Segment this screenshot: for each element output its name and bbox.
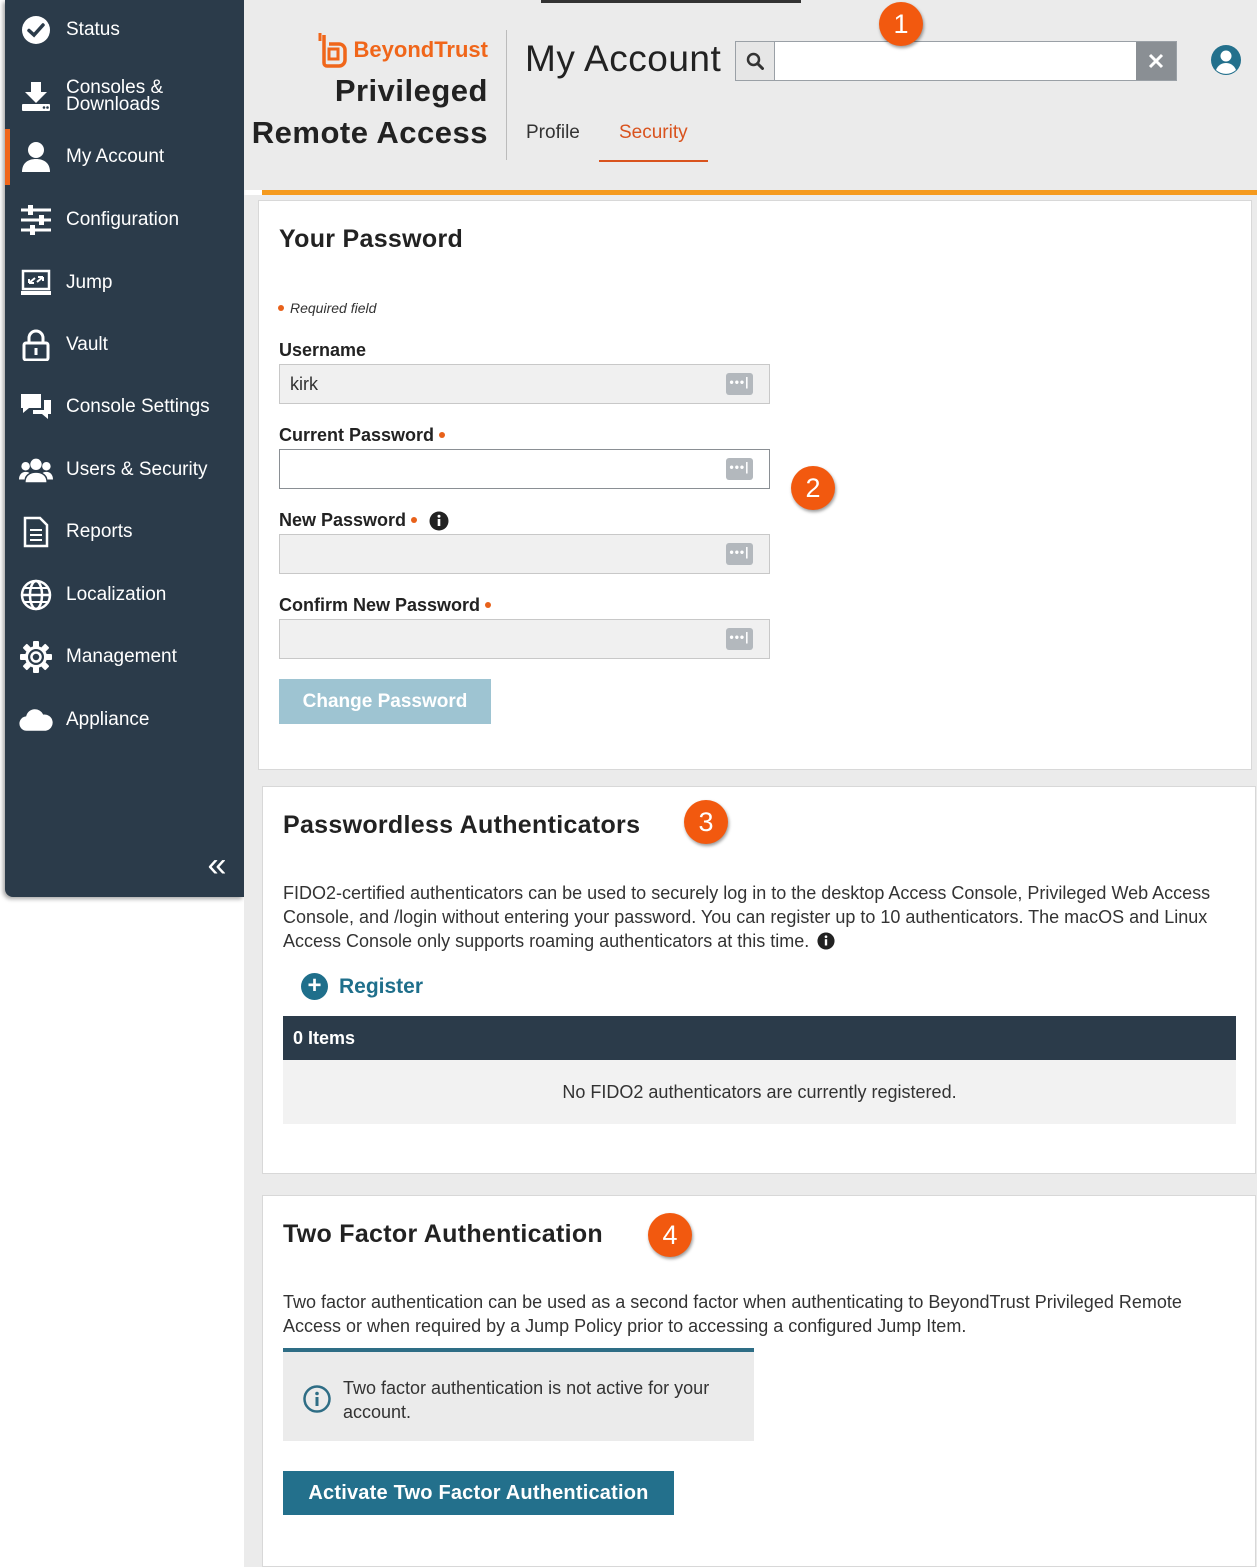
search-icon bbox=[746, 52, 764, 70]
sidebar-item-label: Console Settings bbox=[66, 396, 210, 417]
info-icon[interactable] bbox=[817, 932, 835, 950]
globe-icon bbox=[19, 578, 53, 612]
tab-profile[interactable]: Profile bbox=[526, 122, 580, 143]
sidebar-item-users-security[interactable] bbox=[5, 442, 244, 498]
sidebar-item-label: Users & Security bbox=[66, 459, 208, 480]
username-label: Username bbox=[279, 340, 367, 360]
cloud-icon bbox=[19, 703, 53, 737]
jump-icon bbox=[19, 266, 53, 300]
passwordless-description-line-1: FIDO2-certified authenticators can be used to securely log in to the desktop Access Console, Privileged Web Access bbox=[283, 883, 1211, 903]
header bbox=[244, 0, 1257, 190]
required-dot-icon bbox=[278, 305, 284, 311]
user-circle-icon bbox=[1210, 44, 1242, 76]
sidebar-item-label: Vault bbox=[66, 334, 108, 355]
current-password-label-text: Current Password bbox=[279, 425, 435, 445]
passwordless-description-line-2: Console, and /login without entering your password. You can register up to 10 authenticators. The macOS and Linux bbox=[283, 907, 1208, 927]
two-factor-description-line-2: Access or when required by a Jump Policy prior to accessing a configured Jump Item. bbox=[283, 1316, 967, 1336]
sidebar-item-localization[interactable] bbox=[5, 567, 244, 623]
register-button[interactable] bbox=[301, 973, 423, 1000]
sidebar-item-management[interactable] bbox=[5, 629, 244, 685]
sidebar-item-console-settings[interactable] bbox=[5, 379, 244, 435]
username-value: kirk bbox=[290, 373, 318, 394]
new-password-field[interactable] bbox=[279, 534, 770, 574]
beyondtrust-logo-icon bbox=[318, 31, 348, 69]
sidebar-item-label: Reports bbox=[66, 521, 133, 542]
two-factor-description bbox=[283, 1290, 1243, 1338]
password-manager-icon[interactable]: •••| bbox=[726, 373, 753, 395]
search-input[interactable] bbox=[775, 42, 1136, 80]
passwordless-description bbox=[283, 881, 1243, 953]
passwordless-panel-title: Passwordless Authenticators bbox=[283, 811, 641, 839]
brand bbox=[244, 30, 488, 154]
sidebar bbox=[5, 0, 244, 897]
callout-badge-2: 2 bbox=[791, 466, 835, 510]
required-note-text: Required field bbox=[290, 300, 377, 316]
clear-search-button[interactable] bbox=[1136, 42, 1176, 80]
required-dot-icon bbox=[485, 602, 491, 608]
gear-icon bbox=[19, 640, 53, 674]
confirm-password-label bbox=[279, 595, 497, 616]
collapse-sidebar-icon[interactable]: « bbox=[207, 846, 227, 884]
sidebar-item-configuration[interactable] bbox=[5, 192, 244, 248]
close-icon bbox=[1148, 53, 1164, 69]
lock-icon bbox=[19, 328, 53, 362]
sidebar-item-label: Consoles & bbox=[66, 77, 164, 98]
users-icon bbox=[19, 453, 53, 487]
sidebar-item-consoles-downloads[interactable] bbox=[5, 68, 244, 124]
account-menu-button[interactable] bbox=[1210, 44, 1242, 76]
two-factor-status-box bbox=[283, 1348, 754, 1441]
top-edge-bar bbox=[541, 0, 801, 3]
sidebar-item-label: Configuration bbox=[66, 209, 180, 230]
sidebar-item-vault[interactable] bbox=[5, 317, 244, 373]
sidebar-item-label-2: Downloads bbox=[66, 94, 160, 115]
password-manager-icon[interactable]: •••| bbox=[726, 543, 753, 565]
sidebar-item-jump[interactable] bbox=[5, 255, 244, 311]
change-password-button[interactable]: Change Password bbox=[279, 679, 491, 724]
two-factor-description-line-1: Two factor authentication can be used as a second factor when authenticating to BeyondTrust Privileged Remote bbox=[283, 1292, 1182, 1312]
two-factor-status-line-2: account. bbox=[343, 1402, 412, 1422]
authenticators-table-header: 0 Items bbox=[283, 1016, 1236, 1060]
chat-icon bbox=[19, 390, 53, 424]
search-button[interactable] bbox=[736, 42, 775, 80]
confirm-password-label-text: Confirm New Password bbox=[279, 595, 481, 615]
sidebar-item-label: Appliance bbox=[66, 709, 150, 730]
sidebar-item-label: Status bbox=[66, 19, 120, 40]
search-bar bbox=[735, 41, 1177, 81]
sliders-icon bbox=[19, 203, 53, 237]
sidebar-item-appliance[interactable] bbox=[5, 692, 244, 748]
sidebar-item-status[interactable] bbox=[5, 2, 244, 58]
callout-badge-1: 1 bbox=[879, 2, 923, 46]
sidebar-item-label: Management bbox=[66, 646, 177, 667]
new-password-label bbox=[279, 510, 449, 531]
password-manager-icon[interactable]: •••| bbox=[726, 458, 753, 480]
sidebar-item-label: Localization bbox=[66, 584, 167, 605]
two-factor-panel-title: Two Factor Authentication bbox=[283, 1220, 603, 1248]
report-icon bbox=[19, 515, 53, 549]
brand-line-2: Remote Access bbox=[251, 115, 488, 150]
two-factor-status-line-1: Two factor authentication is not active for your bbox=[343, 1378, 710, 1398]
sidebar-item-label: Jump bbox=[66, 272, 113, 293]
sidebar-item-reports[interactable] bbox=[5, 504, 244, 560]
sidebar-item-label: My Account bbox=[66, 146, 165, 167]
password-panel-title: Your Password bbox=[279, 225, 464, 253]
callout-badge-3: 3 bbox=[684, 800, 728, 844]
passwordless-description-line-3: Access Console only supports roaming authenticators at this time. bbox=[283, 931, 810, 951]
download-icon bbox=[19, 79, 53, 113]
required-dot-icon bbox=[439, 432, 445, 438]
register-label: Register bbox=[339, 974, 424, 998]
activate-two-factor-button[interactable]: Activate Two Factor Authentication bbox=[283, 1471, 674, 1515]
new-password-label-text: New Password bbox=[279, 510, 407, 530]
tab-security[interactable]: Security bbox=[599, 118, 708, 162]
username-field bbox=[279, 364, 770, 404]
brand-logo-text: BeyondTrust bbox=[353, 37, 488, 62]
callout-badge-4: 4 bbox=[648, 1213, 692, 1257]
required-note bbox=[273, 300, 376, 316]
user-icon bbox=[19, 140, 53, 174]
info-icon[interactable] bbox=[429, 511, 449, 531]
sidebar-item-my-account[interactable] bbox=[5, 129, 244, 185]
current-password-label bbox=[279, 425, 451, 446]
plus-circle-icon: + bbox=[301, 973, 328, 1000]
password-manager-icon[interactable]: •••| bbox=[726, 628, 753, 650]
page-title: My Account bbox=[525, 38, 722, 79]
brand-line-1: Privileged bbox=[334, 73, 488, 108]
required-dot-icon bbox=[411, 517, 417, 523]
current-password-field[interactable] bbox=[279, 449, 770, 489]
authenticators-empty-message: No FIDO2 authenticators are currently registered. bbox=[283, 1060, 1236, 1124]
info-circle-icon bbox=[303, 1385, 331, 1413]
confirm-password-field[interactable] bbox=[279, 619, 770, 659]
status-check-icon bbox=[19, 13, 53, 47]
